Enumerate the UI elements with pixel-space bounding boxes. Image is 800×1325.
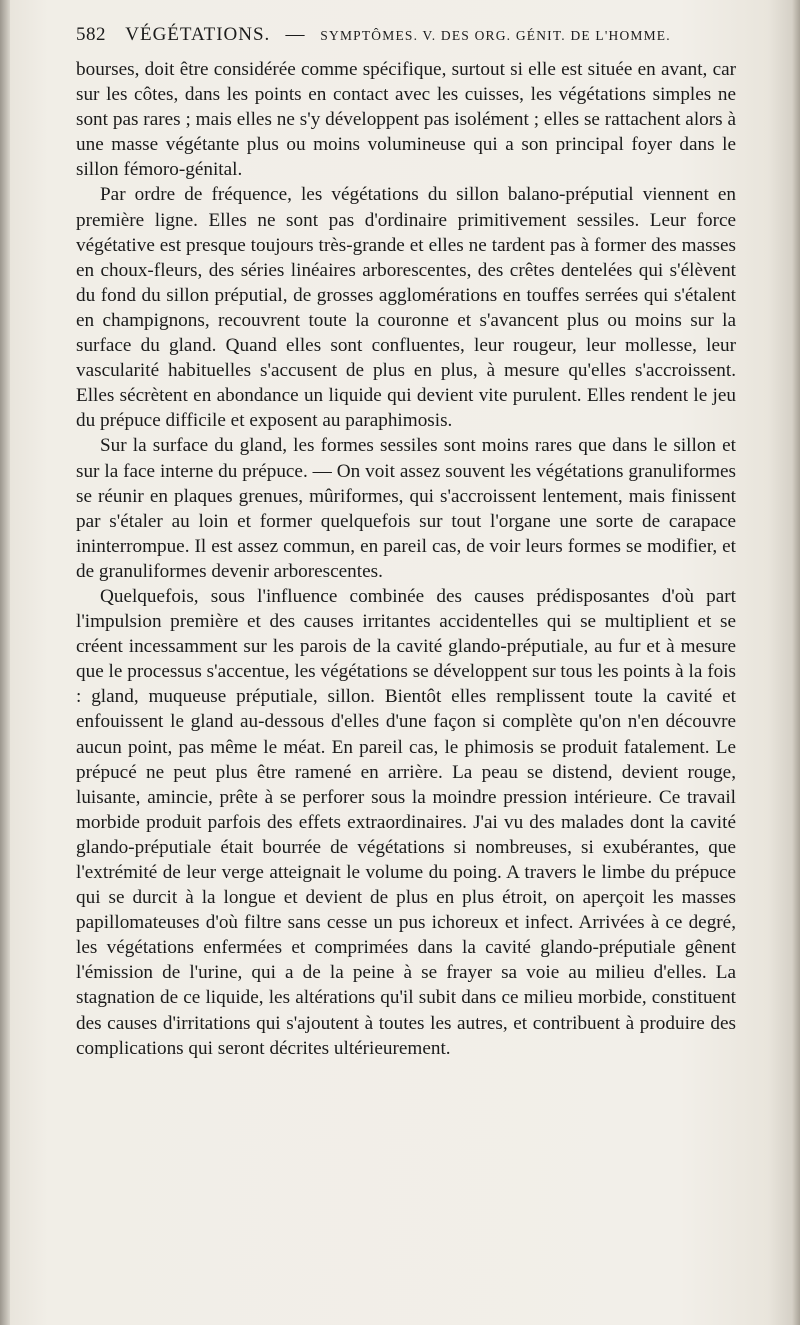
chapter-title: VÉGÉTATIONS. — [125, 24, 271, 45]
paragraph-phimosis: Quelquefois, sous l'influence combinée des causes prédisposantes d'où part l'impulsion première et des causes irritantes accidentelles qui se multiplient et se créent incessamment sur les parois de la cavité glando-préputiale, au fur et à mesure que le processus s'accentue, les végétations se développent sur tous les points à la fois : gland, muqueuse préputiale, sillon. Bientôt elles remplissent toute la cavité et enfouissent le gland au-dessous d'elles d'une façon si complète qu'on n'en découvre aucun point, pas même le méat. En pareil cas, le phimosis se produit fatalement. Le prépucé ne peut plus être ramené en arrière. La peau se distend, devient rouge, luisante, amincie, prête à se perforer sous la moindre pression intérieure. Ce travail morbide produit parfois des effets extraordinaires. J'ai vu des malades dont la cavité glando-préputiale était bourrée de végétations si nombreuses, si exubérantes, que l'extrémité de leur verge atteignait le volume du poing. A travers le limbe du prépuce qui se durcit à la longue et devient de plus en plus étroit, on aperçoit les masses papillomateuses d'où filtre sans cesse un pus ichoreux et infect. Arrivées à ce degré, les végétations enfermées et comprimées dans la cavité glando-préputiale gênent l'émission de l'urine, qui a de la peine à se frayer sa voie au milieu d'elles. La stagnation de ce liquide, les altérations qu'il subit dans ce milieu morbide, constituent des causes d'irritations qui s'ajoutent à toutes les autres, et contribuent à produire des complications qui seront décrites ultérieurement. — [76, 585, 736, 1059]
paragraph-gland-surface: Sur la surface du gland, les formes sessiles sont moins rares que dans le sillon et sur la face interne du prépuce. — On voit assez souvent les végétations granuliformes se réunir en plaques grenues, mûriformes, qui s'accroissent lentement, mais finissent par s'étaler au loin et former quelquefois sur tout l'organe une sorte de carapace ininterrompue. Il est assez commun, en pareil cas, de voir leurs formes se modifier, et de granuliformes devenir arborescentes. — [76, 435, 736, 582]
paragraph-continued: bourses, doit être considérée comme spécifique, surtout si elle est située en avant, car sur les côtes, dans les points en contact avec les cuisses, les végétations simples ne sont pas rares ; mais elles ne s'y développent pas isolément ; elles se rattachent alors à une masse végétante plus ou moins volumineuse qui a son principal foyer dans le sillon fémoro-génital. — [76, 59, 736, 181]
page-outer-edge — [792, 0, 800, 1325]
page-binding-edge — [0, 0, 10, 1325]
paragraph-balano-preputial: Par ordre de fréquence, les végétations du sillon balano-préputial viennent en première ligne. Elles ne sont pas d'ordinaire primitivement sessiles. Leur force végétative est presque toujours très-grande et elles ne tardent pas à former des masses en choux-fleurs, des séries linéaires arborescentes, des crêtes dentelées qui s'élèvent du fond du sillon préputial, de grosses agglomérations en touffes serrées qui s'étalent en champignons, recouvrent toute la couronne et s'avancent plus ou moins sur la surface du gland. Quand elles sont confluentes, leur rougeur, leur mollesse, leur vascularité habituelles s'accusent de plus en plus, à mesure qu'elles s'accroissent. Elles sécrètent en abondance un liquide qui devient vite purulent. Elles rendent le jeu du prépuce difficile et exposent au paraphimosis. — [76, 184, 736, 432]
header-separator: — — [285, 24, 306, 45]
body-text — [76, 57, 736, 1061]
section-subtitle: SYMPTÔMES. V. DES ORG. GÉNIT. DE L'HOMME. — [320, 28, 671, 43]
running-header — [76, 24, 736, 50]
page-number: 582 — [76, 24, 106, 45]
